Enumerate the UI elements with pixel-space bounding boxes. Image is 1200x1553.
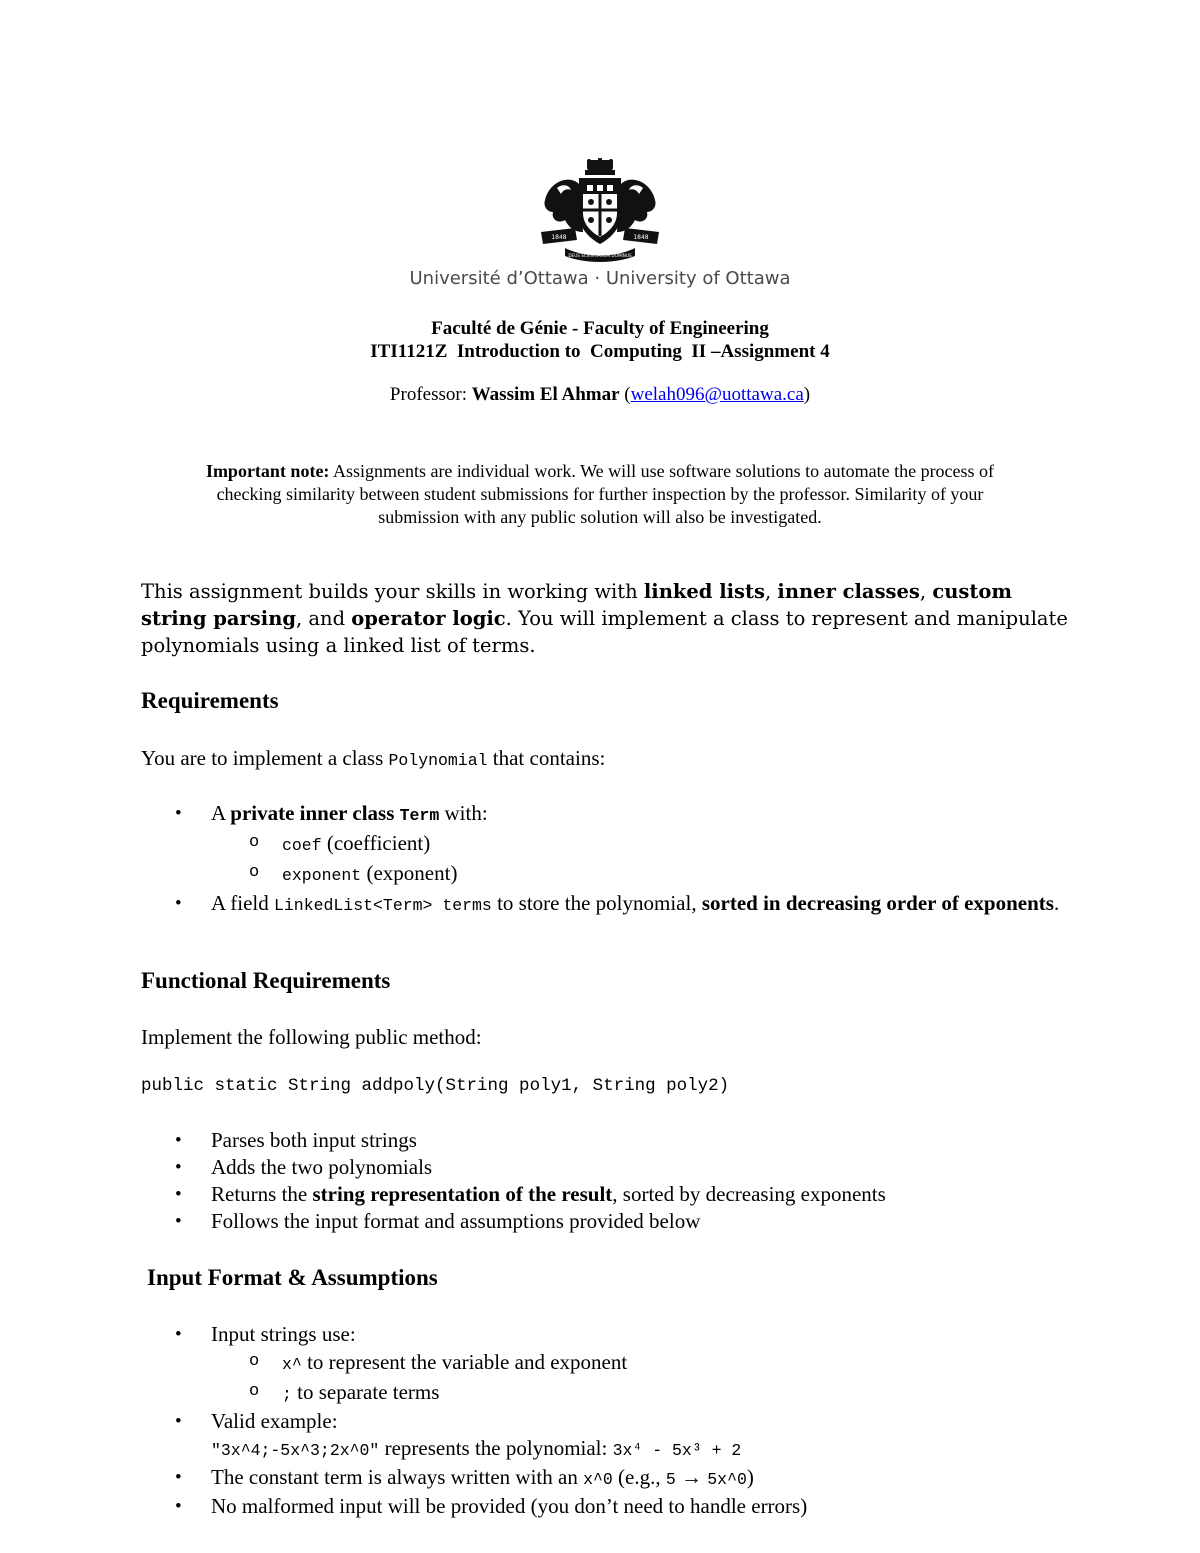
sub-list-item: o x^ to represent the variable and exponent — [141, 1349, 1081, 1378]
important-note-text: Assignments are individual work. We will use software solutions to automate the process of checking similarity between student submissions for further inspection by the professor. Similarity of your submission with any public solution will also be investigated. — [216, 461, 995, 527]
sub-list-item: o ; to separate terms — [141, 1379, 1081, 1408]
course-title: ITI1121Z Introduction to Computing II –Assignment 4 — [370, 341, 830, 362]
university-crest-logo — [535, 158, 665, 264]
professor-name: Wassim El Ahmar — [471, 384, 620, 405]
intro-paragraph: This assignment builds your skills in working with linked lists, inner classes, custom string parsing, and operator logic. You will implement a class to represent and manipulate polynomials using a linked list of terms. — [141, 580, 1068, 657]
list-item: • A field LinkedList<Term> terms to store the polynomial, sorted in decreasing order of exponents. — [141, 890, 1081, 919]
requirements-lead: You are to implement a class Polynomial that contains: — [141, 746, 606, 770]
input-format-heading: Input Format & Assumptions — [147, 1265, 438, 1290]
important-note — [180, 460, 1020, 529]
faculty-title: Faculté de Génie - Faculty of Engineering — [431, 318, 769, 339]
professor-email-link[interactable]: welah096@uottawa.ca — [630, 384, 804, 405]
professor-label: Professor: — [389, 384, 467, 405]
input-format-list — [141, 1321, 1081, 1520]
functional-lead: Implement the following public method: — [141, 1025, 482, 1049]
crest-motto: DEUS SCIENTIARUM DOMINUS — [568, 253, 632, 258]
list-item: • Adds the two polynomials — [141, 1154, 1081, 1181]
list-item: • A private inner class Term with: — [141, 800, 1081, 829]
crest-left-date: 1848 — [551, 234, 567, 241]
list-item: • Parses both input strings — [141, 1127, 1081, 1154]
list-item: • Input strings use: — [141, 1321, 1081, 1348]
list-item: • Follows the input format and assumptions provided below — [141, 1208, 1081, 1235]
example-polynomial: 3x⁴ - 5x³ + 2 — [612, 1441, 742, 1460]
requirements-list — [141, 800, 1081, 919]
class-name-code: Polynomial — [388, 751, 488, 770]
list-item: • Returns the string representation of the result, sorted by decreasing exponents — [141, 1181, 1081, 1208]
method-signature: public static String addpoly(String poly1, String poly2) — [141, 1076, 730, 1096]
crest-right-date: 1848 — [633, 234, 649, 241]
functional-requirements-heading: Functional Requirements — [141, 968, 391, 993]
sub-list-item: o exponent (exponent) — [141, 860, 1081, 889]
list-item: • Valid example: — [141, 1408, 1081, 1435]
list-item: • No malformed input will be provided (you don’t need to handle errors) — [141, 1493, 1081, 1520]
list-item: • The constant term is always written with an x^0 (e.g., 5 → 5x^0) — [141, 1464, 1081, 1493]
professor-line: Professor: Wassim El Ahmar (welah096@uottawa.ca) — [389, 384, 811, 405]
university-name: Université d’Ottawa · University of Ottawa — [409, 268, 791, 289]
example-line: "3x^4;-5x^3;2x^0" represents the polynomial: 3x⁴ - 5x³ + 2 — [211, 1436, 742, 1460]
important-note-label: Important note: — [205, 461, 330, 481]
sub-list-item: o coef (coefficient) — [141, 830, 1081, 859]
functional-list — [141, 1127, 1081, 1235]
requirements-heading: Requirements — [141, 688, 279, 713]
